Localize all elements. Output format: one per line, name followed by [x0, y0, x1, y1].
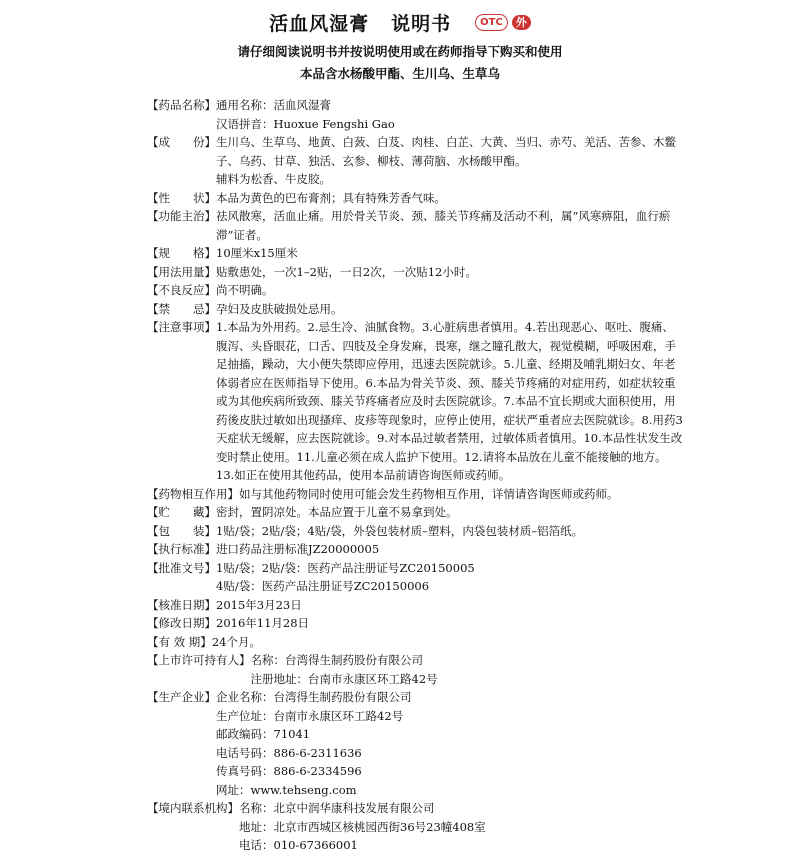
text-line: 名称：北京中润华康科技发展有限公司	[239, 801, 435, 815]
text-line: 电话：010-67366001	[239, 838, 358, 852]
section-label: 【功能主治】	[147, 209, 216, 223]
text-line: 注册地址：台南市永康区环工路42号	[250, 671, 438, 686]
section-validity	[147, 633, 797, 652]
section-approve-date	[147, 596, 797, 615]
text-line: 药後皮肤过敏如出现搔痒、皮疹等现象时，应停止使用，症状严重者应去医院就诊。8.用药3	[216, 412, 683, 427]
text-line: 足抽搐，躁动，大小便失禁即应停用，迅速去医院就诊。5.儿童、经期及哺乳期妇女、年老	[216, 357, 676, 371]
section-approval	[147, 559, 797, 596]
section-ingredients	[147, 133, 797, 189]
text-line: 1贴/袋；2贴/袋：医药产品注册证号ZC20150005	[216, 560, 475, 575]
section-label: 【禁 忌】	[147, 301, 216, 316]
text-line: 邮政编码：71041	[216, 727, 311, 741]
section-label: 【核准日期】	[147, 597, 216, 612]
text-line: 企业名称：台湾得生制药股份有限公司	[216, 690, 412, 704]
text-line: 13.如正在使用其他药品，使用本品前请咨询医师或药师。	[216, 468, 511, 482]
text-line: 10厘米x15厘米	[216, 246, 298, 260]
section-label: 【境内联系机构】	[147, 801, 239, 815]
text-line: 体弱者应在医师指导下使用。6.本品为骨关节炎、颈、膝关节疼痛的对症用药，如症状较重	[216, 375, 676, 390]
text-line: 4贴/袋：医药产品注册证号ZC20150006	[216, 579, 430, 593]
name-common: 通用名称：活血风湿膏	[216, 98, 331, 112]
text-line: 传真号码：886-6-2334596	[216, 764, 362, 778]
text-line: 名称：台湾得生制药股份有限公司	[250, 653, 423, 667]
section-license-holder	[147, 651, 797, 688]
section-label: 【有 效 期】	[147, 634, 212, 649]
text-line: 2016年11月28日	[216, 616, 310, 630]
text-line: 如与其他药物同时使用可能会发生药物相互作用，详情请咨询医师或药师。	[239, 486, 619, 501]
external-use-badge: 外	[512, 15, 531, 30]
section-function	[147, 207, 797, 244]
section-contraindications	[147, 300, 797, 319]
text-line: 天症状无缓解，应去医院就诊。9.对本品过敏者禁用，过敏体质者慎用。10.本品性状发生改	[216, 431, 683, 445]
text-line: 24个月。	[211, 634, 261, 649]
section-label: 【上市许可持有人】	[147, 653, 251, 667]
text-line: 本品为黄色的巴布膏剂；具有特殊芳香气味。	[216, 190, 446, 205]
page-title: 活血风湿膏	[269, 12, 370, 35]
text-line: 或为其他疾病所致颈、膝关节疼痛者应及时去医院就诊。7.本品不宜长期或大面积使用，用	[216, 394, 676, 408]
text-line: 进口药品注册标准JZ20000005	[216, 542, 380, 556]
warning-line-2: 本品含水杨酸甲酯、生川乌、生草乌	[299, 66, 500, 81]
text-line: 滞”证者。	[216, 227, 268, 242]
section-spec	[147, 244, 797, 263]
section-name	[147, 96, 797, 133]
section-interactions	[147, 485, 797, 504]
section-standard	[147, 540, 797, 559]
otc-badge: OTC	[475, 14, 508, 31]
text-line: 孕妇及皮肤破损处忌用。	[216, 301, 343, 316]
section-manufacturer	[147, 688, 797, 799]
section-label: 【不良反应】	[147, 283, 216, 297]
title-row	[0, 8, 800, 36]
text-line: 网址：www.tehseng.com	[216, 782, 357, 797]
name-pinyin: 汉语拼音：Huoxue Fengshi Gao	[216, 116, 395, 131]
section-label: 【药品名称】	[147, 98, 216, 112]
section-label: 【修改日期】	[147, 616, 216, 630]
text-line: 密封，置阴凉处。本品应置于儿童不易拿到处。	[216, 505, 458, 519]
text-line: 电话号码：886-6-2311636	[216, 745, 362, 760]
section-notes	[147, 318, 797, 485]
section-domestic-contact	[147, 799, 797, 855]
section-label: 【注意事项】	[147, 320, 216, 334]
text-line: 地址：北京市西城区核桃园西街36号23幢408室	[239, 819, 486, 834]
section-usage	[147, 263, 797, 282]
section-nature	[147, 189, 797, 208]
section-label: 【成 份】	[147, 135, 216, 149]
page-subtitle: 说明书	[391, 12, 452, 35]
section-label: 【药物相互作用】	[147, 486, 239, 501]
text-line: 腹泻、头昏眼花，口舌、四肢及全身发麻，畏寒，继之瞳孔散大，视觉模糊，呼吸困难，手	[216, 338, 676, 353]
section-label: 【生产企业】	[147, 690, 216, 704]
section-storage	[147, 503, 797, 522]
text-line: 辅料为松香、牛皮胶。	[216, 172, 331, 186]
section-label: 【执行标准】	[147, 542, 216, 556]
section-label: 【用法用量】	[147, 264, 216, 279]
leaflet-body	[147, 96, 797, 855]
text-line: 变时禁止使用。11.儿童必须在成人监护下使用。12.请将本品放在儿童不能接触的地方。	[216, 449, 667, 464]
section-label: 【贮 藏】	[147, 505, 216, 519]
warning-line-1: 请仔细阅读说明书并按说明使用或在药师指导下购买和使用	[237, 44, 563, 59]
text-line: 祛风散寒，活血止痛。用於骨关节炎、颈、膝关节疼痛及活动不利，属“风寒痹阻，血行瘀	[216, 209, 671, 223]
section-label: 【包 装】	[147, 523, 216, 538]
text-line: 2015年3月23日	[216, 597, 302, 612]
section-label: 【性 状】	[147, 190, 216, 205]
text-line: 1贴/袋；2贴/袋；4贴/袋，外袋包装材质–塑料，内袋包装材质–铝箔纸。	[216, 523, 584, 538]
section-revise-date	[147, 614, 797, 633]
text-line: 生产位址：台南市永康区环工路42号	[216, 708, 404, 723]
text-line: 生川乌、生草乌、地黄、白蔹、白芨、肉桂、白芷、大黄、当归、赤芍、羌活、苦参、木鳖	[216, 135, 676, 149]
section-label: 【规 格】	[147, 246, 216, 260]
text-line: 贴敷患处，一次1–2贴，一日2次，一次贴12小时。	[216, 264, 477, 279]
section-adverse	[147, 281, 797, 300]
text-line: 尚不明确。	[216, 283, 274, 297]
section-label: 【批准文号】	[147, 560, 216, 575]
text-line: 子、乌药、甘草、独活、玄参、柳枝、薄荷脑、水杨酸甲酯。	[216, 153, 527, 168]
section-package	[147, 522, 797, 541]
text-line: 1.本品为外用药。2.忌生冷、油腻食物。3.心脏病患者慎用。4.若出现恶心、呕吐、腹痛、	[216, 320, 674, 334]
